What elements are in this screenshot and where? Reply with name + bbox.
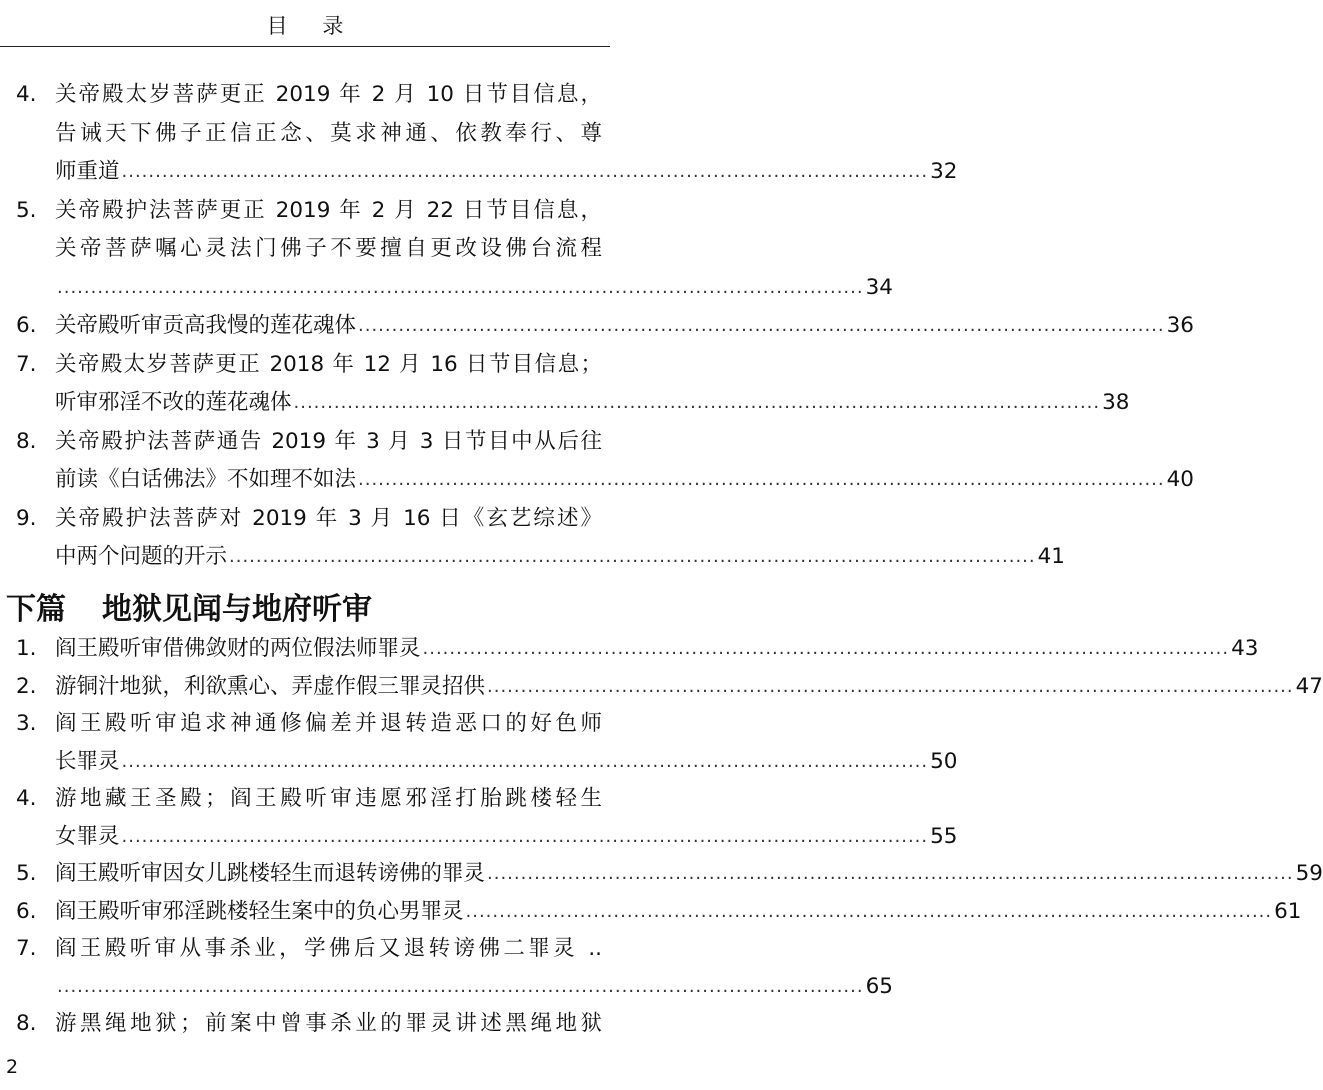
toc-entry-number: 6. <box>16 313 37 338</box>
toc-entry[interactable] <box>0 709 958 784</box>
dot-leader: ........................................................................................................................ <box>422 638 1230 659</box>
toc-entry[interactable] <box>0 350 1130 427</box>
toc-entry-page: 38 <box>1102 390 1130 415</box>
toc-entry-line: 关帝殿护法菩萨更正 2019 年 2 月 22 日节目信息， <box>55 197 602 223</box>
dot-leader: ........................................................................................................................ <box>487 675 1294 697</box>
toc-entry[interactable] <box>0 634 1259 672</box>
toc-entry-line: 关帝殿太岁菩萨更正 2019 年 2 月 10 日节目信息， <box>55 82 602 107</box>
toc-entry-number: 3. <box>16 711 37 736</box>
toc-entry-page: 55 <box>930 823 958 849</box>
toc-entry-last-line <box>55 859 1323 889</box>
header-title: 目 录 <box>266 14 358 38</box>
section-heading <box>6 584 372 628</box>
toc-entry-last-line <box>55 273 893 303</box>
toc-entry-number: 8. <box>16 1011 37 1036</box>
toc-entry-line: 游地藏王圣殿；阎王殿听审违愿邪淫打胎跳楼轻生 <box>55 786 602 811</box>
dot-leader: ........................................................................................................................ <box>229 546 1036 567</box>
toc-entry-title: 游铜汁地狱，利欲熏心、弄虚作假三罪灵招供 <box>55 673 486 699</box>
toc-entry-number: 7. <box>16 351 37 377</box>
toc-entry-last-line <box>55 634 1259 664</box>
toc-entry-title: 阎王殿听审借佛敛财的两位假法师罪灵 <box>55 636 421 661</box>
toc-entry-title: 师重道 <box>55 159 120 184</box>
toc-entry-line: 关帝殿护法菩萨对 2019 年 3 月 16 日《玄艺综述》 <box>55 505 602 531</box>
page-number: 2 <box>6 1056 19 1078</box>
toc-entry-last-line <box>55 897 1302 927</box>
toc-entry-page: 36 <box>1166 313 1194 338</box>
section-heading-part: 下篇 <box>6 592 66 627</box>
toc-entry-last-line <box>55 388 1130 418</box>
toc-entry-page: 40 <box>1166 467 1194 492</box>
toc-entry-page: 47 <box>1295 673 1323 699</box>
dot-leader: ........................................................................................................................ <box>465 900 1273 922</box>
toc-entry-number: 5. <box>16 197 37 223</box>
toc-entry-page: 65 <box>865 973 893 999</box>
toc-entry-page: 34 <box>865 274 893 300</box>
toc-entry-title: 长罪灵 <box>55 748 120 774</box>
toc-entry-number: 1. <box>16 636 37 661</box>
toc-entry[interactable] <box>0 1009 610 1047</box>
toc-entry-number: 2. <box>16 673 37 699</box>
toc-entry[interactable] <box>0 504 1065 581</box>
toc-entry[interactable] <box>0 784 958 859</box>
toc-entry[interactable] <box>0 311 1194 350</box>
dot-leader: ........................................................................................................................ <box>358 469 1165 490</box>
toc-entry-last-line <box>55 311 1194 341</box>
toc-entry-line: 告诫天下佛子正信正念、莫求神通、依教奉行、尊 <box>55 120 602 146</box>
toc-entry-number: 4. <box>16 82 37 107</box>
dot-leader: ........................................................................................................................ <box>358 315 1165 336</box>
toc-entry-last-line <box>55 672 1323 702</box>
toc-entry[interactable] <box>0 427 1194 504</box>
dot-leader: ........................................................................................................................ <box>293 392 1101 413</box>
toc-entry-line: 关帝殿护法菩萨通告 2019 年 3 月 3 日节目中从后往 <box>55 428 602 454</box>
toc-entry-number: 5. <box>16 861 37 886</box>
toc-entry-title: 前读《白话佛法》不如理不如法 <box>55 467 357 492</box>
dot-leader: ........................................................................................................................ <box>121 750 929 772</box>
toc-entry-number: 6. <box>16 898 37 924</box>
toc-entry-page: 59 <box>1295 861 1323 886</box>
toc-entry-title: 女罪灵 <box>55 823 120 849</box>
toc-entry[interactable] <box>0 859 1323 897</box>
toc-entry-title: 听审邪淫不改的莲花魂体 <box>55 390 292 415</box>
toc-entry-line: 关帝殿太岁菩萨更正 2018 年 12 月 16 日节目信息； <box>55 351 602 377</box>
toc-entry-last-line <box>55 822 958 852</box>
toc-entry-page: 41 <box>1037 544 1065 569</box>
toc-entry-last-line <box>55 157 958 187</box>
toc-entry-last-line <box>55 972 893 1002</box>
toc-entry[interactable] <box>0 934 893 1009</box>
toc-entry-last-line <box>55 465 1194 495</box>
section-heading-title: 地狱见闻与地府听审 <box>102 592 372 627</box>
dot-leader: ........................................................................................................................ <box>487 863 1294 884</box>
toc-entry-title: 阎王殿听审因女儿跳楼轻生而退转谤佛的罪灵 <box>55 861 486 886</box>
toc-entry[interactable] <box>0 196 893 312</box>
toc-entry-line: 阎王殿听审从事杀业，学佛后又退转谤佛二罪灵 .. <box>55 936 602 961</box>
toc-entry-title: 关帝殿听审贡高我慢的莲花魂体 <box>55 313 357 338</box>
dot-leader: ........................................................................................................................ <box>121 161 929 182</box>
toc-entry-last-line <box>55 747 958 777</box>
dot-leader: ........................................................................................................................ <box>57 276 864 298</box>
toc-entry[interactable] <box>0 897 1302 935</box>
toc-entry[interactable] <box>0 672 1323 710</box>
dot-leader: ........................................................................................................................ <box>121 825 929 847</box>
toc-entry-title: 中两个问题的开示 <box>55 544 228 569</box>
running-header <box>0 0 610 47</box>
toc-entry-title: 阎王殿听审邪淫跳楼轻生案中的负心男罪灵 <box>55 898 464 924</box>
toc-entry-page: 43 <box>1231 636 1259 661</box>
toc-entry-page: 32 <box>930 159 958 184</box>
toc-entry-line: 关帝菩萨嘱心灵法门佛子不要擅自更改设佛台流程 <box>55 236 602 261</box>
toc-entry-number: 8. <box>16 428 37 454</box>
toc-entry-page: 50 <box>930 748 958 774</box>
toc-entry-number: 9. <box>16 505 37 531</box>
toc-entry[interactable] <box>0 80 958 196</box>
toc-entry-number: 7. <box>16 936 37 961</box>
toc-entry-line: 游黑绳地狱；前案中曾事杀业的罪灵讲述黑绳地狱 <box>55 1011 602 1036</box>
toc-entry-line: 阎王殿听审追求神通修偏差并退转造恶口的好色师 <box>55 711 602 736</box>
toc-entry-last-line <box>55 542 1065 572</box>
dot-leader: ........................................................................................................................ <box>57 975 864 997</box>
toc-entry-number: 4. <box>16 786 37 811</box>
toc-entry-page: 61 <box>1274 898 1302 924</box>
